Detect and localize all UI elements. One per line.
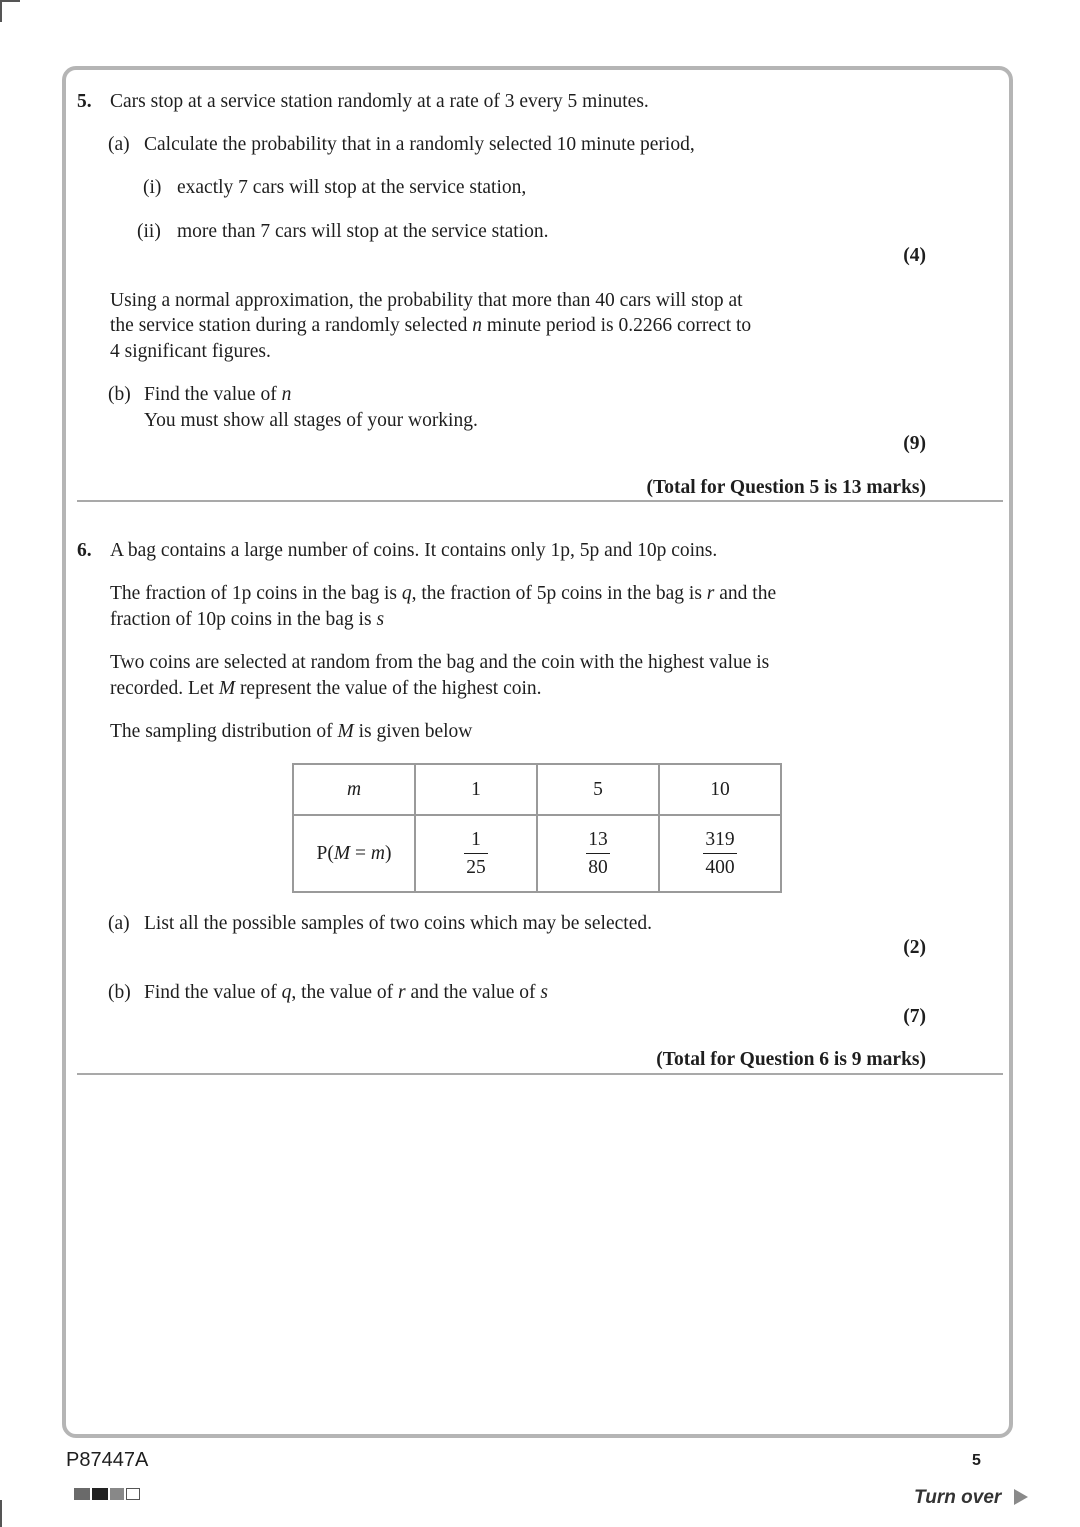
play-arrow-icon xyxy=(1014,1489,1028,1505)
question-divider xyxy=(77,1073,1003,1075)
marks-label: (9) xyxy=(903,433,926,454)
subpart-label: (i) xyxy=(143,177,162,198)
table-cell: 1 xyxy=(415,764,537,815)
part-text: List all the possible samples of two coins which may be selected. xyxy=(144,913,652,934)
part-label: (a) xyxy=(108,913,130,934)
fraction: $\frac{1}{25}$ xyxy=(464,826,488,881)
crop-mark xyxy=(0,0,2,22)
crop-mark xyxy=(0,0,20,2)
question-stem: Cars stop at a service station randomly at a rate of 3 every 5 minutes. xyxy=(110,91,649,112)
paragraph-line: Using a normal approximation, the probability that more than 40 cars will stop at xyxy=(110,290,743,311)
subpart-text: exactly 7 cars will stop at the service station, xyxy=(177,177,527,198)
part-label: (b) xyxy=(108,384,131,405)
fraction: $\frac{319}{400}$ xyxy=(703,826,736,881)
table-cell xyxy=(537,815,659,892)
table-cell xyxy=(415,815,537,892)
table-row xyxy=(293,764,781,815)
crop-mark xyxy=(0,1500,2,1527)
answer-frame xyxy=(62,66,1013,1438)
table-cell: 10 xyxy=(659,764,781,815)
part-text: Find the value of q, the value of r and the value of s xyxy=(144,982,548,1003)
marks-label: (4) xyxy=(903,245,926,266)
paragraph-line: 4 significant figures. xyxy=(110,341,271,362)
question-total: (Total for Question 6 is 9 marks) xyxy=(656,1049,926,1070)
turn-over-label: Turn over xyxy=(914,1487,1002,1508)
paper-code: P87447A xyxy=(66,1449,149,1471)
question-number: 6. xyxy=(77,540,92,561)
paragraph-line: Two coins are selected at random from the bag and the coin with the highest value is xyxy=(110,652,770,673)
paragraph-line: recorded. Let M represent the value of the highest coin. xyxy=(110,678,542,699)
part-text: Calculate the probability that in a randomly selected 10 minute period, xyxy=(144,134,695,155)
paragraph-line: fraction of 10p coins in the bag is s xyxy=(110,609,385,630)
part-label: (b) xyxy=(108,982,131,1003)
paragraph-line: the service station during a randomly selected n minute period is 0.2266 correct to xyxy=(110,315,752,336)
page-number: 5 xyxy=(972,1452,981,1469)
part-label: (a) xyxy=(108,134,130,155)
question-total: (Total for Question 5 is 13 marks) xyxy=(646,477,926,498)
table-cell xyxy=(659,815,781,892)
table-header-cell: m xyxy=(293,764,415,815)
subpart-text: more than 7 cars will stop at the service station. xyxy=(177,221,549,242)
marks-label: (7) xyxy=(903,1006,926,1027)
marks-label: (2) xyxy=(903,937,926,958)
question-number: 5. xyxy=(77,91,92,112)
part-text: You must show all stages of your working. xyxy=(144,410,478,431)
table-row xyxy=(293,815,781,892)
question-stem: A bag contains a large number of coins. It contains only 1p, 5p and 10p coins. xyxy=(110,540,718,561)
paragraph-line: The sampling distribution of M is given below xyxy=(110,721,473,742)
part-text: Find the value of n xyxy=(144,384,292,405)
question-divider xyxy=(77,500,1003,502)
subpart-label: (ii) xyxy=(137,221,161,242)
fraction: $\frac{13}{80}$ xyxy=(586,826,610,881)
table-cell: 5 xyxy=(537,764,659,815)
distribution-table xyxy=(292,763,782,893)
table-header-cell: P(M = m) xyxy=(293,815,415,892)
paragraph-line: The fraction of 1p coins in the bag is q, the fraction of 5p coins in the bag is r and the xyxy=(110,583,777,604)
